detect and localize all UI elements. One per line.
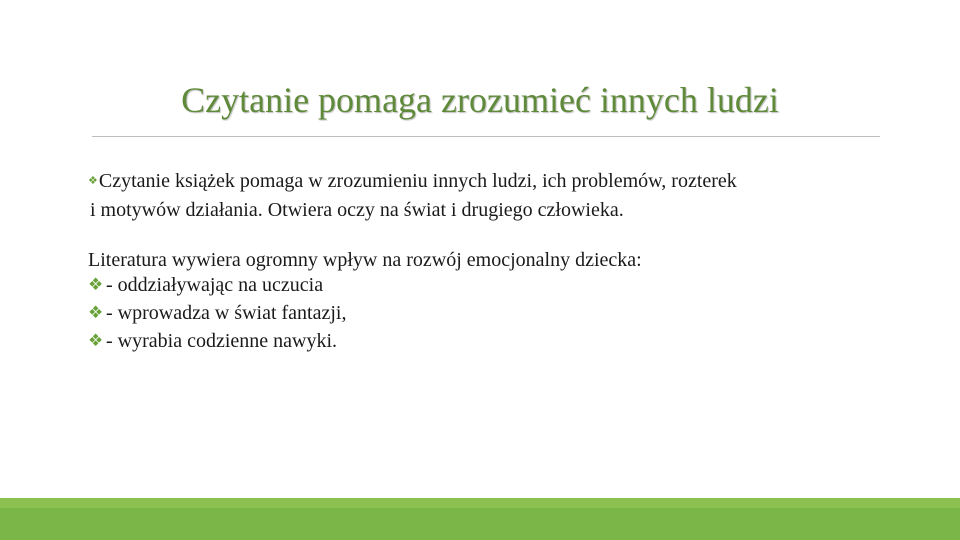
bullet-text: - wprowadza w świat fantazji, — [106, 302, 347, 324]
diamond-icon: ❖ — [88, 175, 98, 188]
paragraph-line-1: Czytanie książek pomaga w zrozumieniu innych ludzi, ich problemów, rozterek — [98, 170, 737, 192]
diamond-icon: ❖ — [88, 331, 104, 350]
bullet-list — [88, 271, 346, 355]
list-item — [88, 327, 346, 355]
diamond-icon: ❖ — [88, 275, 104, 294]
title-divider — [92, 136, 880, 137]
literature-intro: Literatura wywiera ogromny wpływ na rozwój emocjonalny dziecka: — [88, 249, 642, 271]
footer-stripe — [0, 498, 960, 508]
bullet-text: - wyrabia codzienne nawyki. — [106, 330, 338, 352]
list-item — [88, 271, 346, 299]
slide-title: Czytanie pomaga zrozumieć innych ludzi — [181, 80, 779, 120]
diamond-icon: ❖ — [88, 303, 104, 322]
bullet-text: - oddziaływając na uczucia — [106, 274, 324, 296]
list-item — [88, 299, 346, 327]
footer-bar — [0, 498, 960, 540]
paragraph-reading-benefits — [88, 167, 888, 224]
paragraph-line-2: i motywów działania. Otwiera oczy na świat i drugiego człowieka. — [90, 199, 624, 222]
